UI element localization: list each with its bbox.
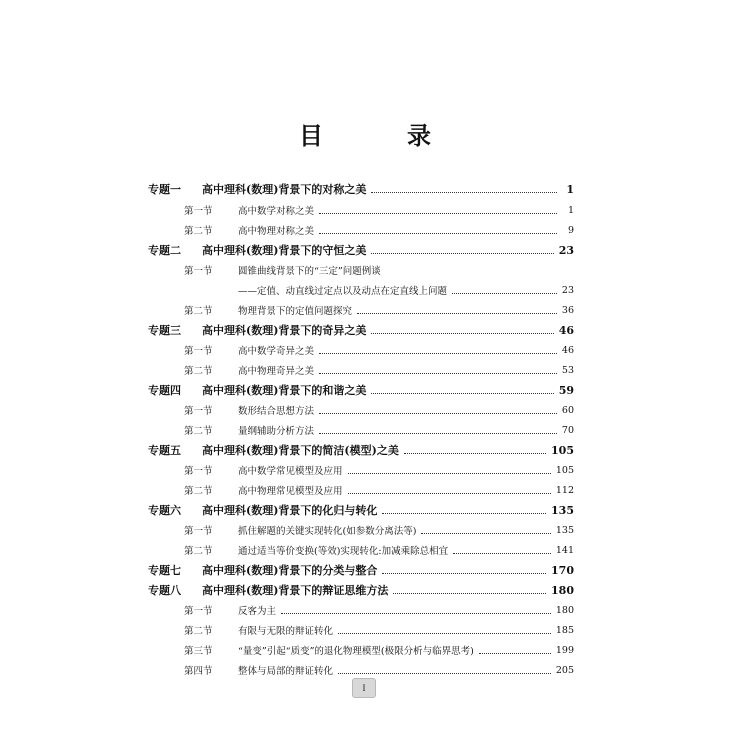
toc-entry-label: 第一节 <box>184 346 213 357</box>
toc-entry-title: 高中理科(数理)背景下的和谐之美 <box>202 384 367 397</box>
toc-section-entry[interactable] <box>148 221 574 239</box>
toc-entry-page: 205 <box>555 664 574 676</box>
toc-entry-page: 53 <box>561 364 574 376</box>
toc-entry-title: 高中理科(数理)背景下的守恒之美 <box>202 244 367 257</box>
toc-entry-page: 36 <box>561 304 574 316</box>
toc-leader-dots <box>452 292 557 294</box>
toc-entry-title: 高中物理对称之美 <box>238 226 315 237</box>
toc-leader-dots <box>319 212 557 214</box>
toc-entry-label: 第一节 <box>184 606 213 617</box>
toc-entry-page: 180 <box>551 583 574 597</box>
toc-entry-label: 第四节 <box>184 666 213 677</box>
toc-entry-title: 高中物理常见模型及应用 <box>238 486 343 497</box>
toc-chapter-entry[interactable] <box>148 441 574 459</box>
toc-entry-label: 第二节 <box>184 306 213 317</box>
toc-chapter-entry[interactable] <box>148 381 574 399</box>
toc-section-entry[interactable] <box>148 421 574 439</box>
toc-chapter-entry[interactable] <box>148 241 574 259</box>
toc-entry-title: “量变”引起“质变”的退化物理模型(极限分析与临界思考) <box>238 646 474 657</box>
toc-leader-dots <box>281 612 551 614</box>
toc-entry-page: 105 <box>555 464 574 476</box>
toc-entry-label: 第一节 <box>184 406 213 417</box>
toc-entry-title: 整体与局部的辩证转化 <box>238 666 334 677</box>
toc-entry-label: 专题六 <box>148 504 181 517</box>
toc-section-entry[interactable] <box>148 201 574 219</box>
toc-leader-dots <box>382 512 546 514</box>
toc-entry-label: 第二节 <box>184 486 213 497</box>
toc-leader-dots <box>382 572 546 574</box>
toc-entry-label: 专题三 <box>148 324 181 337</box>
toc-entry-page: 112 <box>555 484 574 496</box>
toc-leader-dots <box>338 632 551 634</box>
toc-entry-label: 第一节 <box>184 526 213 537</box>
toc-section-entry[interactable] <box>148 621 574 639</box>
toc-entry-label: 专题二 <box>148 244 181 257</box>
toc-section-entry[interactable] <box>148 281 574 299</box>
toc-entry-label: 第一节 <box>184 206 213 217</box>
toc-entry-title: 高中理科(数理)背景下的化归与转化 <box>202 504 378 517</box>
toc-entry-page: 135 <box>551 503 574 517</box>
toc-leader-dots <box>453 552 551 554</box>
toc-leader-dots <box>371 392 553 394</box>
toc-leader-dots <box>479 652 551 654</box>
toc-entry-title: 数形结合思想方法 <box>238 406 315 417</box>
toc-entry-title: ——定值、动直线过定点以及动点在定直线上问题 <box>238 286 448 297</box>
toc-entry-title: 高中数学奇异之美 <box>238 346 315 357</box>
toc-leader-dots <box>357 312 557 314</box>
toc-entry-page: 23 <box>561 284 574 296</box>
toc-entry-page: 170 <box>551 563 574 577</box>
toc-entry-title: 高中数学常见模型及应用 <box>238 466 343 477</box>
toc-leader-dots <box>421 532 550 534</box>
toc-entry-label: 第一节 <box>184 266 213 277</box>
toc-entry-page: 105 <box>551 443 574 457</box>
toc-entry-title: 抓住解题的关键实现转化(如参数分离法等) <box>238 526 417 537</box>
toc-entry-title: 高中理科(数理)背景下的对称之美 <box>202 183 367 196</box>
toc-entry-label: 第二节 <box>184 366 213 377</box>
toc-entry-page: 1 <box>567 204 574 216</box>
toc-leader-dots <box>319 412 557 414</box>
toc-entry-page: 1 <box>566 182 574 196</box>
toc-entry-title: 高中理科(数理)背景下的简洁(模型)之美 <box>202 444 399 457</box>
toc-section-entry[interactable] <box>148 261 574 279</box>
toc-entry-title: 量纲辅助分析方法 <box>238 426 315 437</box>
toc-section-entry[interactable] <box>148 661 574 679</box>
toc-entry-label: 专题一 <box>148 183 181 196</box>
toc-leader-dots <box>348 472 551 474</box>
toc-chapter-entry[interactable] <box>148 581 574 599</box>
toc-leader-dots <box>404 452 546 454</box>
toc-leader-dots <box>338 672 551 674</box>
toc-entry-title: 物理背景下的定值问题探究 <box>238 306 353 317</box>
page-title: 目 录 <box>299 121 461 150</box>
toc-entry-page: 135 <box>555 524 574 536</box>
toc-entry-page: 70 <box>561 424 574 436</box>
toc-entry-page: 46 <box>561 344 574 356</box>
toc-section-entry[interactable] <box>148 641 574 659</box>
toc-leader-dots <box>371 252 553 254</box>
toc-section-entry[interactable] <box>148 361 574 379</box>
toc-entry-title: 圆锥曲线背景下的“三定”问题例谈 <box>238 266 381 277</box>
toc-chapter-entry[interactable] <box>148 321 574 339</box>
toc-entry-label: 专题四 <box>148 384 181 397</box>
toc-entry-label: 第二节 <box>184 626 213 637</box>
toc-entry-page: 60 <box>561 404 574 416</box>
toc-leader-dots <box>371 332 553 334</box>
toc-entry-page: 46 <box>558 323 574 337</box>
toc-chapter-entry[interactable] <box>148 501 574 519</box>
toc-entry-page: 180 <box>555 604 574 616</box>
toc-entry-title: 高中物理奇异之美 <box>238 366 315 377</box>
toc-entry-label: 第一节 <box>184 466 213 477</box>
toc-entry-page: 199 <box>555 644 574 656</box>
toc-chapter-entry[interactable] <box>148 561 574 579</box>
toc-entry-label: 第二节 <box>184 226 213 237</box>
toc-entry-title: 通过适当等价变换(等效)实现转化:加减乘除总相宜 <box>238 546 449 557</box>
toc-chapter-entry[interactable] <box>148 180 574 198</box>
toc-section-entry[interactable] <box>148 461 574 479</box>
toc-section-entry[interactable] <box>148 301 574 319</box>
toc-section-entry[interactable] <box>148 601 574 619</box>
toc-leader-dots <box>319 372 557 374</box>
toc-entry-label: 第二节 <box>184 426 213 437</box>
toc-entry-page: 59 <box>558 383 574 397</box>
toc-leader-dots <box>371 191 557 193</box>
toc-section-entry[interactable] <box>148 541 574 559</box>
toc-entry-page: 185 <box>555 624 574 636</box>
toc-entry-label: 专题七 <box>148 564 181 577</box>
toc-entry-title: 高中数学对称之美 <box>238 206 315 217</box>
toc-entry-label: 第二节 <box>184 546 213 557</box>
toc-section-entry[interactable] <box>148 341 574 359</box>
toc-entry-page: 9 <box>567 224 574 236</box>
toc-section-entry[interactable] <box>148 521 574 539</box>
toc-section-entry[interactable] <box>148 481 574 499</box>
toc-entry-title: 有限与无限的辩证转化 <box>238 626 334 637</box>
toc-leader-dots <box>386 273 557 274</box>
toc-leader-dots <box>348 492 551 494</box>
toc-entry-title: 高中理科(数理)背景下的奇异之美 <box>202 324 367 337</box>
toc-leader-dots <box>319 432 557 434</box>
toc-entry-page: 141 <box>555 544 574 556</box>
toc-entry-label: 第三节 <box>184 646 213 657</box>
toc-leader-dots <box>393 592 546 594</box>
toc-entry-page: 23 <box>558 243 574 257</box>
toc-leader-dots <box>319 352 557 354</box>
toc-entry-title: 高中理科(数理)背景下的分类与整合 <box>202 564 378 577</box>
toc-entry-label: 专题五 <box>148 444 181 457</box>
page-number: I <box>352 678 376 698</box>
toc-leader-dots <box>319 232 557 234</box>
toc-entry-title: 高中理科(数理)背景下的辩证思维方法 <box>202 584 389 597</box>
toc-entry-title: 反客为主 <box>238 606 277 617</box>
toc-entry-label: 专题八 <box>148 584 181 597</box>
toc-section-entry[interactable] <box>148 401 574 419</box>
